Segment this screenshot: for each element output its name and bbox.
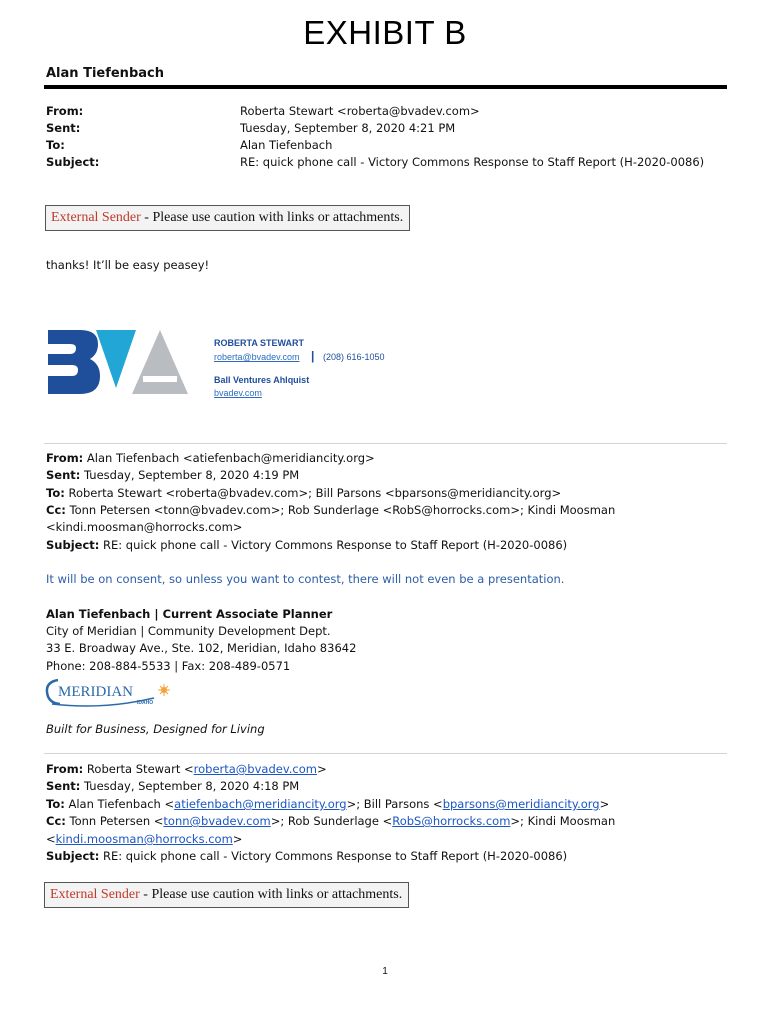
warning-label: External Sender xyxy=(51,210,141,225)
page-number: 1 xyxy=(382,966,388,977)
from-label: From: xyxy=(46,104,84,118)
email3-from-link[interactable]: roberta@bvadev.com xyxy=(193,762,317,776)
email3-to-text: >; Bill Parsons < xyxy=(346,797,443,811)
to-value: Alan Tiefenbach xyxy=(240,138,333,152)
email3-cc xyxy=(46,814,615,828)
email3-cc-link-robs[interactable]: RobS@horrocks.com xyxy=(392,814,511,828)
signature-separator: | xyxy=(311,349,315,363)
bracket: < xyxy=(46,832,56,846)
meridian-tagline: Built for Business, Designed for Living xyxy=(46,722,265,736)
to-label: To: xyxy=(46,138,65,152)
bva-logo-b xyxy=(48,330,100,394)
signature-name: ROBERTA STEWART xyxy=(214,338,304,348)
bracket: > xyxy=(316,762,327,776)
subject-value: RE: quick phone call - Victory Commons Response to Staff Report (H-2020-0086) xyxy=(240,155,705,169)
email3-to xyxy=(46,797,609,811)
signature-company: Ball Ventures Ahlquist xyxy=(214,375,310,385)
signature-phone: (208) 616-1050 xyxy=(323,352,385,362)
bracket: > xyxy=(599,797,610,811)
subject-label: Subject: xyxy=(46,155,100,169)
exhibit-title: EXHIBIT B xyxy=(303,14,467,51)
sent-value: Tuesday, September 8, 2020 4:21 PM xyxy=(240,121,456,135)
planner-signature-title xyxy=(46,607,332,621)
email3-cc-text: >; Kindi Moosman xyxy=(510,814,616,828)
sent-label: Sent: xyxy=(46,121,81,135)
warning-text: - Please use caution with links or attachments. xyxy=(139,887,403,902)
warning-label: External Sender xyxy=(50,887,140,902)
divider xyxy=(44,753,727,754)
email3-from-label: From: xyxy=(46,762,84,776)
email2-to-label: To: xyxy=(46,486,65,500)
email3-cc-text: >; Rob Sunderlage < xyxy=(270,814,393,828)
meridian-logo xyxy=(44,676,174,708)
mailbox-owner: Alan Tiefenbach xyxy=(46,66,164,81)
email3-sent-label: Sent: xyxy=(46,779,81,793)
email2-cc-value: Tonn Petersen <tonn@bvadev.com>; Rob Sunderlage <RobS@horrocks.com>; Kindi Moosman xyxy=(65,503,616,517)
email3-from xyxy=(46,762,327,776)
email2-subject xyxy=(46,538,567,552)
signature-email-link[interactable]: roberta@bvadev.com xyxy=(214,352,300,362)
header-rule xyxy=(44,85,727,89)
email2-subject-value: RE: quick phone call - Victory Commons Response to Staff Report (H-2020-0086) xyxy=(99,538,568,552)
email2-to-value: Roberta Stewart <roberta@bvadev.com>; Bill Parsons <bparsons@meridiancity.org> xyxy=(64,486,562,500)
planner-address: 33 E. Broadway Ave., Ste. 102, Meridian, Idaho 83642 xyxy=(46,641,357,655)
email3-sent-value: Tuesday, September 8, 2020 4:18 PM xyxy=(80,779,300,793)
warning-text: - Please use caution with links or attachments. xyxy=(140,210,404,225)
email3-cc-link-kindi[interactable]: kindi.moosman@horrocks.com xyxy=(55,832,233,846)
signature-website-link[interactable]: bvadev.com xyxy=(214,388,262,398)
planner-department: City of Meridian | Community Development Dept. xyxy=(46,624,331,638)
bva-logo-a xyxy=(132,330,188,394)
email3-sent xyxy=(46,779,299,793)
reply-body: thanks! It’ll be easy peasey! xyxy=(46,258,210,272)
email2-sent xyxy=(46,468,299,482)
external-sender-warning xyxy=(45,205,410,231)
from-value: Roberta Stewart <roberta@bvadev.com> xyxy=(240,104,480,118)
email2-sent-value: Tuesday, September 8, 2020 4:19 PM xyxy=(80,468,300,482)
email2-sent-label: Sent: xyxy=(46,468,81,482)
email3-from-name: Roberta Stewart < xyxy=(83,762,194,776)
email3-cc-text: Tonn Petersen < xyxy=(65,814,164,828)
email3-to-link-alan[interactable]: atiefenbach@meridiancity.org xyxy=(174,797,347,811)
meridian-logo-text: MERIDIAN xyxy=(58,684,133,700)
email3-subject-label: Subject: xyxy=(46,849,100,863)
email3-subject-value: RE: quick phone call - Victory Commons Response to Staff Report (H-2020-0086) xyxy=(99,849,568,863)
email3-to-text: Alan Tiefenbach < xyxy=(64,797,175,811)
email2-cc-label: Cc: xyxy=(46,503,66,517)
email2-from-label: From: xyxy=(46,451,84,465)
planner-name-title: Alan Tiefenbach | Current Associate Planner xyxy=(46,607,333,621)
planner-phone: Phone: 208-884-5533 | Fax: 208-489-0571 xyxy=(46,659,291,673)
email2-to xyxy=(46,486,561,500)
email3-cc-continued xyxy=(46,832,242,846)
external-sender-warning xyxy=(44,882,409,908)
meridian-logo-state: IDAHO xyxy=(137,700,154,706)
bracket: > xyxy=(232,832,243,846)
email2-body: It will be on consent, so unless you want to contest, there will not even be a presentation. xyxy=(46,572,565,586)
email3-subject xyxy=(46,849,567,863)
email3-cc-label: Cc: xyxy=(46,814,66,828)
email3-to-label: To: xyxy=(46,797,65,811)
email2-subject-label: Subject: xyxy=(46,538,100,552)
divider xyxy=(44,443,727,444)
bva-logo xyxy=(46,328,190,396)
email2-from-value: Alan Tiefenbach <atiefenbach@meridiancity.org> xyxy=(83,451,375,465)
email3-to-link-bill[interactable]: bparsons@meridiancity.org xyxy=(442,797,600,811)
bva-logo-v xyxy=(96,330,136,388)
email2-from xyxy=(46,451,375,465)
email2-cc-continued: <kindi.moosman@horrocks.com> xyxy=(46,520,243,534)
email3-cc-link-tonn[interactable]: tonn@bvadev.com xyxy=(163,814,271,828)
email2-cc xyxy=(46,503,615,517)
